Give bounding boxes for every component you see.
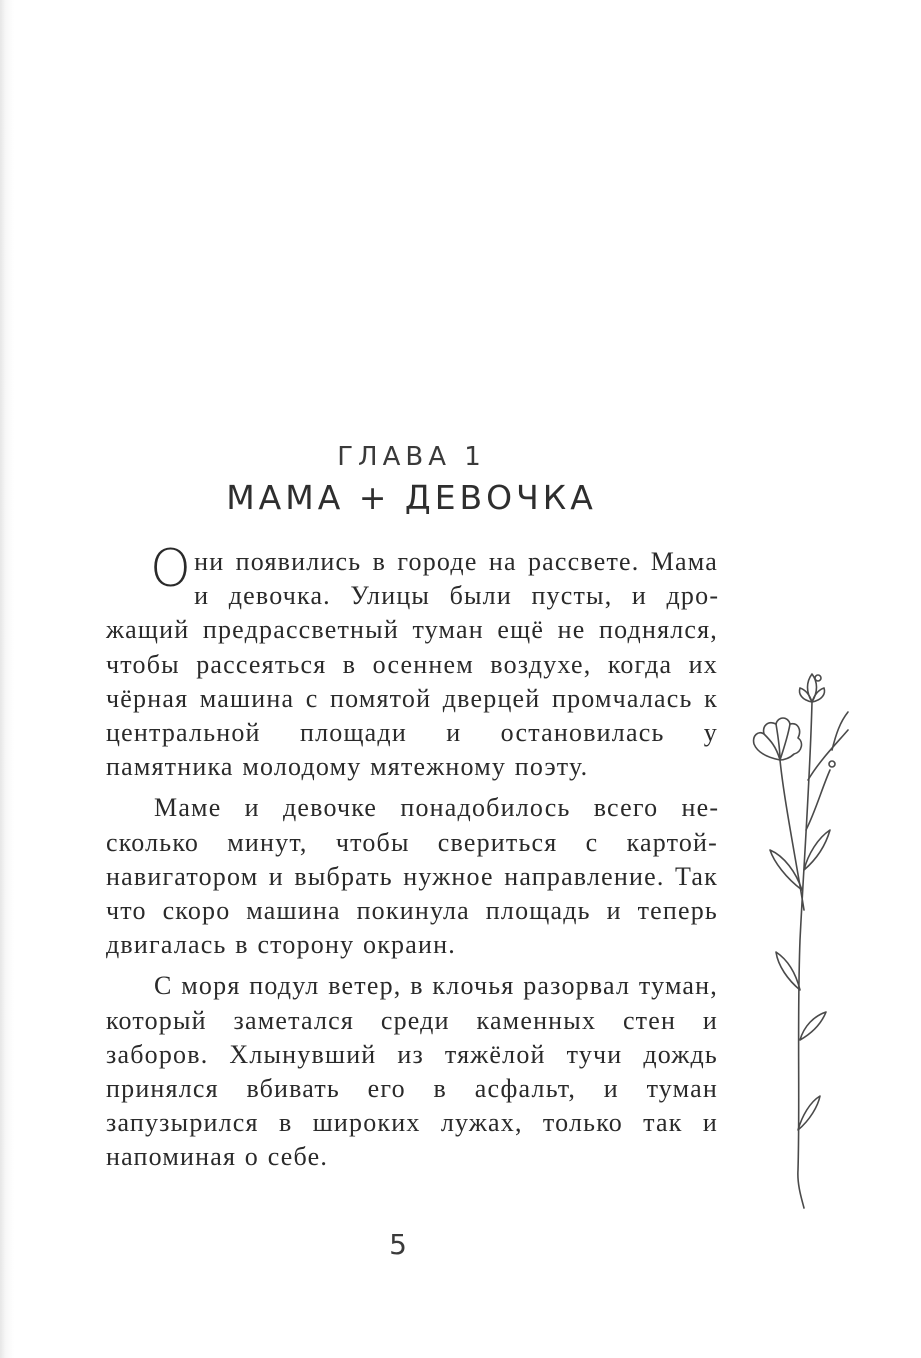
page-edge-shadow <box>0 0 14 1358</box>
page-number: 5 <box>389 1228 407 1261</box>
drop-cap: О <box>150 539 193 599</box>
paragraph-1 <box>106 539 718 784</box>
paragraph-2: Маме и девочке понадобилось всего несколько минут, чтобы свериться с картой-навигатором и выбрать нужное направление. Так что скоро машина покинула площадь и теперь двигалась в сторону окраин. <box>106 793 718 960</box>
chapter-text <box>106 539 718 1182</box>
paragraph-3: С моря подул ветер, в клочья разорвал туман, который заметался среди каменных стен и заборов. Хлынувший из тяжёлой тучи дождь принялся вбивать его в асфальт, и туман запузырился в широких лужах, только так и напоминая о себе. <box>106 971 718 1172</box>
paragraph-1-text: ни появились в городе на рассвете. Мама и девочка. Улицы были пусты, и дрожащий предрассветный туман ещё не поднялся, чтобы рассеяться в осеннем воздухе, когда их чёрная машина с помятой дверцей промчалась к центральной площади и остановилась у памятника молодому мятежному поэту. <box>106 547 718 782</box>
chapter-title: МАМА + ДЕВОЧКА <box>226 478 597 517</box>
chapter-number: ГЛАВА 1 <box>337 442 486 472</box>
flower-illustration-icon <box>740 660 865 1210</box>
